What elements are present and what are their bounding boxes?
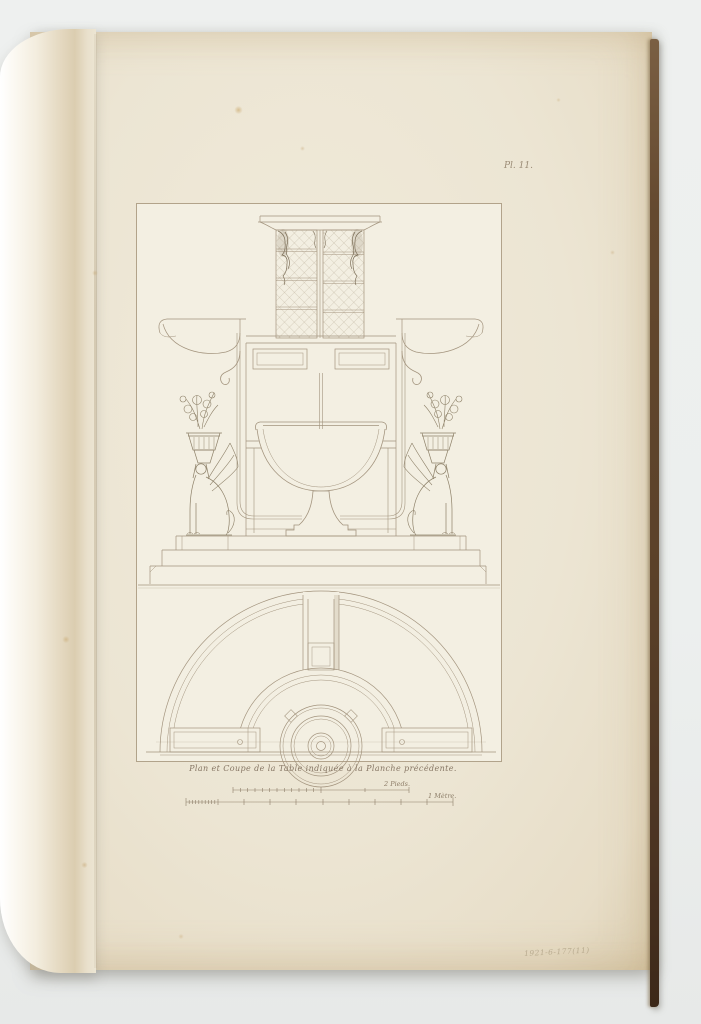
foxing-spot xyxy=(81,862,88,868)
foxing-spot xyxy=(178,934,184,939)
trellis-screen xyxy=(258,216,382,338)
foxing-spot xyxy=(610,250,615,255)
pencil-inscription: 1921-6-177(11) xyxy=(523,945,590,959)
foxing-spot xyxy=(62,636,70,643)
page-curl-left xyxy=(0,29,96,973)
foxing-spot xyxy=(234,106,243,114)
page-crease xyxy=(94,34,97,968)
plate-caption: Plan et Coupe de la Table indiquée à la Planche précédente. xyxy=(189,764,457,773)
plate-number: Pl. 11. xyxy=(504,161,533,171)
scale-label-metre: 1 Mètre. xyxy=(428,792,457,800)
foxing-spot xyxy=(556,98,561,102)
book-edge-strip xyxy=(650,39,659,1007)
foxing-spot xyxy=(92,270,98,276)
scale-label-pieds: 2 Pieds. xyxy=(384,780,411,788)
foxing-spot xyxy=(300,146,305,151)
scale-bars xyxy=(186,787,453,806)
engraving-plate xyxy=(136,203,510,815)
book-photo xyxy=(0,24,662,976)
